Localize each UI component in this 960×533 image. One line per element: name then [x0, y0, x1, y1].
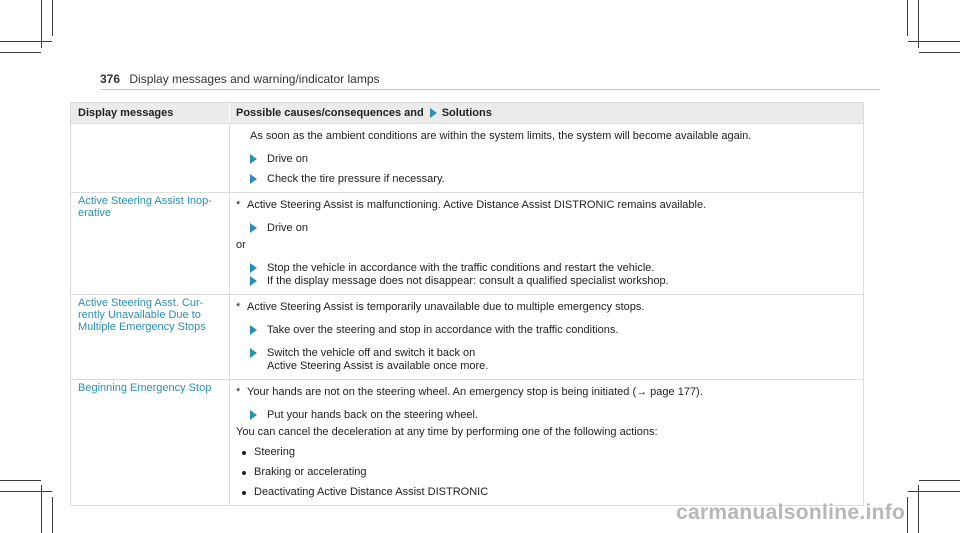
- crop-mark: [41, 485, 42, 533]
- cause-text: * Active Steering Assist is temporarily unavailable due to multiple emergency stops.: [236, 301, 645, 313]
- crop-mark: [919, 52, 960, 53]
- crop-mark: [919, 480, 960, 481]
- bullet-icon: [242, 471, 246, 475]
- cause-text: * Active Steering Assist is malfunctioning. Active Distance Assist DISTRONIC remains available.: [236, 199, 707, 211]
- page-header: [100, 72, 380, 86]
- display-message: [71, 124, 229, 192]
- list-item: Steering: [236, 446, 863, 459]
- result-text: Active Steering Assist is available once more.: [267, 360, 489, 372]
- column-header-solutions-label: Solutions: [441, 107, 492, 119]
- crop-mark: [908, 491, 960, 492]
- info-text: As soon as the ambient conditions are within the system limits, the system will become available again.: [250, 130, 752, 142]
- solution-arrow-icon: [250, 325, 257, 335]
- column-header-causes-label: Possible causes/consequences and: [236, 107, 424, 119]
- list-item: Braking or accelerating: [236, 466, 863, 479]
- header-rule: [100, 89, 880, 90]
- bullet-icon: [242, 451, 246, 455]
- crop-mark: [908, 41, 960, 42]
- crop-mark: [0, 491, 52, 492]
- crop-mark: [907, 497, 908, 533]
- solution-arrow-icon: [430, 108, 437, 118]
- crop-mark: [0, 41, 52, 42]
- crop-mark: [0, 480, 41, 481]
- solution-arrow-icon: [250, 348, 257, 358]
- table-row: [71, 294, 863, 379]
- bullet-icon: [242, 491, 246, 495]
- crop-mark: [918, 485, 919, 533]
- page-title: Display messages and warning/indicator lamps: [129, 72, 380, 86]
- causes-cell: [229, 380, 863, 505]
- crop-mark: [52, 497, 53, 533]
- solution-arrow-icon: [250, 154, 257, 164]
- list-item: Put your hands back on the steering wheel.: [236, 409, 863, 422]
- solution-arrow-icon: [250, 174, 257, 184]
- crop-mark: [907, 0, 908, 36]
- table-row: [71, 379, 863, 505]
- list-item: If the display message does not disappear: consult a qualified specialist workshop.: [236, 275, 863, 288]
- display-message: Beginning Emergency Stop: [78, 382, 212, 394]
- causes-cell: [229, 124, 863, 192]
- solution-arrow-icon: [250, 263, 257, 273]
- solution-arrow-icon: [250, 276, 257, 286]
- list-item: Drive on: [236, 222, 863, 235]
- info-text: You can cancel the deceleration at any time by performing one of the following actions:: [236, 426, 658, 438]
- list-item: Deactivating Active Distance Assist DISTRONIC: [236, 486, 863, 499]
- crop-mark: [0, 52, 41, 53]
- crop-mark: [52, 0, 53, 36]
- list-item: Drive on: [236, 153, 863, 166]
- list-item: Stop the vehicle in accordance with the traffic conditions and restart the vehicle.: [236, 262, 863, 275]
- display-message: Active Steering Assist Inop- erative: [78, 195, 212, 219]
- causes-cell: [229, 193, 863, 294]
- display-message: Active Steering Asst. Cur- rently Unavailable Due to Multiple Emergency Stops: [78, 297, 206, 333]
- messages-table: [70, 102, 864, 506]
- column-header-causes: [229, 103, 863, 123]
- solution-arrow-icon: [250, 410, 257, 420]
- table-header-row: [71, 103, 863, 123]
- list-item: Switch the vehicle off and switch it back on: [236, 347, 863, 360]
- watermark: carmanualsonline.info: [676, 501, 906, 524]
- cause-text: * Your hands are not on the steering wheel. An emergency stop is being initiated (→ page 177).: [236, 386, 703, 398]
- table-row: [71, 192, 863, 294]
- table-row: [71, 123, 863, 192]
- causes-cell: [229, 295, 863, 379]
- list-item: Take over the steering and stop in accordance with the traffic conditions.: [236, 324, 863, 337]
- column-header-messages: Display messages: [78, 107, 174, 119]
- or-text: or: [236, 239, 246, 251]
- solution-arrow-icon: [250, 223, 257, 233]
- list-item: Check the tire pressure if necessary.: [236, 173, 863, 186]
- page-number: 376: [100, 72, 121, 86]
